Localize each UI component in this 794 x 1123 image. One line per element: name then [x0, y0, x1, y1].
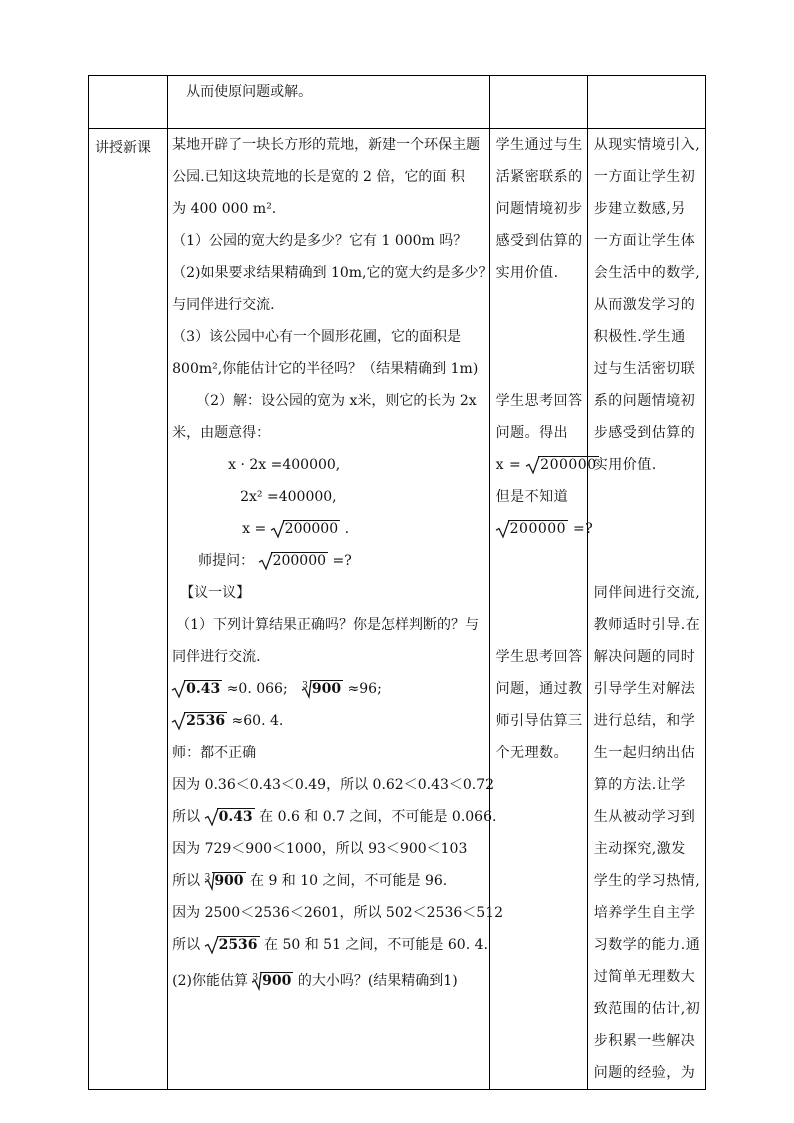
- cbrt-expression: $^3$ 900: [302, 681, 342, 697]
- content-line: 从而使原问题或解。: [186, 84, 313, 100]
- content-line: 米，由题意得：: [172, 425, 271, 441]
- content-line: （2)如果要求结果精确到 10m,它的宽大约是多少？: [172, 265, 493, 281]
- content-line: 师：都不正确: [172, 745, 257, 761]
- student-line: 活紧密联系的: [495, 169, 583, 185]
- radicand: 2536: [186, 713, 226, 729]
- student-line: 个无理数。: [495, 745, 569, 761]
- equation-line: [495, 449, 597, 481]
- cbrt-expression: $^3$ 900: [204, 873, 244, 889]
- content-line: 某地开辟了一块长方形的荒地，新建一个环保主题: [172, 137, 481, 153]
- student-line: 学生通过与生: [495, 137, 583, 153]
- radical-sign-icon: [205, 872, 215, 891]
- text-fragment: (2)你能估算: [172, 973, 248, 989]
- text-fragment: 的大小吗？(结果精确到1): [297, 973, 458, 989]
- intent-line: 算的方法.让学: [593, 777, 686, 793]
- radicand: 200000: [509, 521, 567, 537]
- intent-line: 问题的经验，为: [593, 1065, 696, 1081]
- content-cell: [168, 76, 490, 129]
- intent-line: 积极性.学生通: [593, 329, 686, 345]
- intent-line: 一方面让学生体: [593, 233, 696, 249]
- content-line: [172, 929, 489, 961]
- sqrt-expression: [526, 449, 598, 481]
- spacer: [496, 289, 587, 385]
- sqrt-expression: [172, 705, 227, 737]
- radicand: 2536: [218, 937, 258, 953]
- intent-line: 实用价值.: [593, 457, 657, 473]
- table-row: [89, 76, 706, 129]
- intent-line: 从现实情境引入,: [593, 137, 701, 153]
- intent-line: 生一起归纳出估: [593, 745, 696, 761]
- equation-line: [496, 513, 594, 545]
- content-line: [172, 545, 489, 577]
- intent-line: 学生的学习热情,: [593, 873, 701, 889]
- equation-lhs: x =: [495, 457, 522, 473]
- sqrt-expression: [205, 801, 255, 833]
- intent-line: 会生活中的数学,: [593, 265, 701, 281]
- radical-sign-icon: [302, 680, 312, 699]
- approx-value: ≈60. 4.: [231, 713, 284, 729]
- radical-sign-icon: [526, 456, 540, 475]
- content-line: 800m²,你能估计它的半径吗？（结果精确到 1m): [172, 361, 479, 377]
- sqrt-expression: [205, 929, 260, 961]
- content-line: （3）该公园中心有一个圆形花圃，它的面积是: [172, 329, 462, 345]
- intent-line: 生从被动学习到: [593, 809, 696, 825]
- approx-value: ≈96;: [347, 681, 382, 697]
- student-line: 学生思考回答: [495, 649, 583, 665]
- intent-line: 一方面让学生初: [593, 169, 696, 185]
- content-line: 公园.已知这块荒地的长是宽的 2 倍，它的面 积: [172, 169, 465, 185]
- radical-sign-icon: [496, 520, 510, 539]
- text-fragment: 在 0.6 和 0.7 之间，不可能是 0.066.: [259, 809, 497, 825]
- text-fragment: 所以: [172, 873, 201, 889]
- intent-line: 主动探究,激发: [593, 841, 686, 857]
- radical-sign-icon: [172, 680, 186, 699]
- spacer: [594, 481, 705, 577]
- equation-line: 2x² =400000,: [240, 489, 337, 505]
- student-line: 学生思考回答: [495, 393, 583, 409]
- sqrt-expression: [259, 545, 328, 577]
- equation-lhs: x =: [242, 521, 267, 537]
- content-cell: [168, 129, 503, 1090]
- radicand: 200000: [284, 521, 339, 537]
- intent-line: 进行总结，和学: [593, 713, 696, 729]
- intent-cell: [587, 129, 705, 1090]
- radicand: 900: [311, 681, 342, 697]
- stage-label: 讲授新课: [95, 140, 151, 156]
- radicand: 0.43: [218, 809, 253, 825]
- content-line: （1）下列计算结果正确吗？你是怎样判断的？与: [176, 617, 480, 633]
- content-line: 同伴进行交流.: [172, 649, 261, 665]
- content-line: [172, 965, 489, 997]
- intent-line: 步建立数感,另: [593, 201, 686, 217]
- intent-line: 致范围的估计,初: [593, 1001, 701, 1017]
- student-line: 实用价值.: [495, 265, 559, 281]
- intent-cell-empty: [587, 76, 705, 129]
- question-mark: =?: [573, 521, 594, 537]
- intent-line: 解决问题的同时: [593, 649, 696, 665]
- sqrt-expression: [271, 513, 340, 545]
- section-heading: 【议一议】: [180, 585, 251, 601]
- student-line: 但是不知道: [495, 489, 569, 505]
- student-line: 感受到估算的: [495, 233, 583, 249]
- spacer: [496, 545, 587, 641]
- intent-line: 步积累一些解决: [593, 1033, 696, 1049]
- intent-line: 从而激发学习的: [593, 297, 696, 313]
- text-fragment: 所以: [172, 937, 201, 953]
- text-fragment: 在 50 和 51 之间，不可能是 60. 4.: [264, 937, 488, 953]
- student-cell: [489, 129, 597, 1090]
- sqrt-expression: [172, 673, 222, 705]
- cbrt-expression: $^3$ 900: [252, 973, 292, 989]
- sqrt-expression: [496, 513, 568, 545]
- content-line: （2）解：设公园的宽为 x米，则它的长为 2x: [196, 393, 477, 409]
- student-line: 问题，通过教: [495, 681, 583, 697]
- student-line: 师引导估算三: [495, 713, 583, 729]
- text-fragment: 所以: [172, 809, 201, 825]
- student-line: 问题情境初步: [495, 201, 583, 217]
- content-line: （1）公园的宽大约是多少？它有 1 000m 吗？: [172, 233, 468, 249]
- equation-line: x · 2x =400000,: [228, 457, 341, 473]
- text-fragment: 在 9 和 10 之间，不可能是 96.: [250, 873, 448, 889]
- equation-end: .: [344, 521, 350, 537]
- intent-line: 系的问题情境初: [593, 393, 696, 409]
- content-line: [172, 801, 497, 833]
- radical-sign-icon: [172, 712, 186, 731]
- student-cell-empty: [489, 76, 587, 129]
- equation-line: [172, 673, 489, 705]
- teacher-question-label: 师提问：: [198, 553, 255, 569]
- intent-line: 同伴间进行交流,: [593, 585, 701, 601]
- table-row: [89, 129, 706, 1090]
- intent-line: 习数学的能力.通: [593, 937, 701, 953]
- radical-sign-icon: [271, 520, 285, 539]
- stage-cell-empty: [89, 76, 168, 129]
- content-line: 因为 729＜900＜1000，所以 93＜900＜103: [172, 841, 468, 857]
- approx-value: ≈0. 066;: [226, 681, 288, 697]
- content-line: 因为 0.36＜0.43＜0.49，所以 0.62＜0.43＜0.72: [172, 777, 495, 793]
- content-line: 为 400 000 m².: [172, 201, 277, 217]
- radical-sign-icon: [259, 552, 273, 571]
- radical-sign-icon: [205, 936, 219, 955]
- content-line: [172, 865, 489, 897]
- radicand: 200000: [272, 553, 327, 569]
- intent-line: 过简单无理数大: [593, 969, 696, 985]
- equation-line: [172, 705, 489, 737]
- radical-sign-icon: [252, 972, 262, 991]
- lesson-plan-table: [88, 75, 706, 1090]
- intent-line: 教师适时引导.在: [593, 617, 701, 633]
- intent-line: 培养学生自主学: [593, 905, 696, 921]
- equation-line: [172, 513, 489, 545]
- radicand: 900: [214, 873, 244, 889]
- intent-line: 步感受到估算的: [593, 425, 696, 441]
- content-line: 因为 2500＜2536＜2601，所以 502＜2536＜512: [172, 905, 503, 921]
- intent-line: 过与生活密切联: [593, 361, 696, 377]
- stage-cell: [89, 129, 168, 1090]
- content-line: 与同伴进行交流.: [172, 297, 275, 313]
- radicand: 0.43: [186, 681, 221, 697]
- intent-line: 引导学生对解法: [593, 681, 696, 697]
- radicand: 900: [262, 973, 292, 989]
- student-line: 问题。得出: [495, 425, 569, 441]
- radicand: 200000: [540, 457, 597, 473]
- radical-sign-icon: [205, 808, 219, 827]
- question-mark: =?: [332, 553, 352, 569]
